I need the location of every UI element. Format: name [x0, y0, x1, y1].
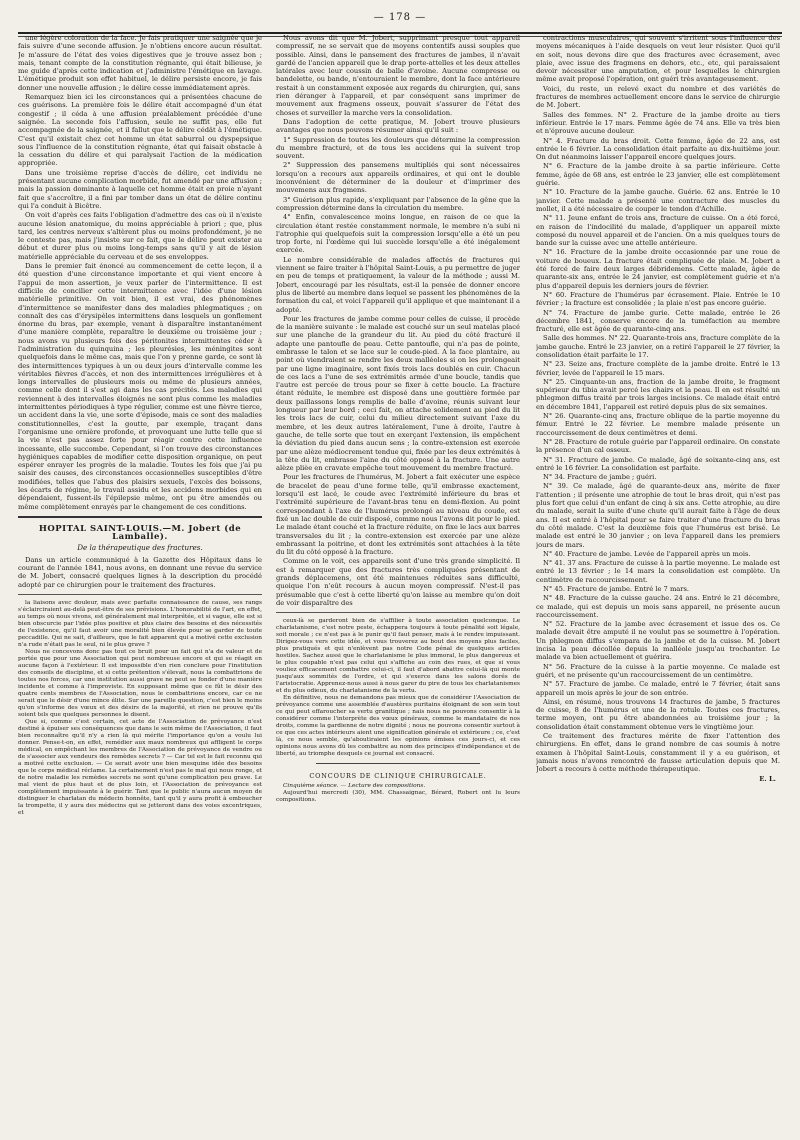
- concours-text: [276, 783, 520, 804]
- paragraph: N° 16. Fracture de la jambe droite occasionnée par une roue de voiture de boueux. La fracture était compliquée de plaie. M. Jobert a été forcé de faire deux larges débridemens. Cette malade, âgée de quarante-six ans, entrée le 24 janvier, est complètement guérie et n'a plus d'appareil depuis les derniers jours de février.: [536, 248, 780, 290]
- paragraph: N° 40. Fracture de jambe. Levée de l'appareil après un mois.: [543, 549, 751, 558]
- paragraph: Comme on le voit, ces appareils sont d'une très grande simplicité. Il est à remarquer que des fractures très compliquées présentant de grands déplacemens, ont été maintenues réduites sans difficulté, quoique l'on n'eût recours à aucun moyen compressif. N'est-il pas présumable que c'est à cette liberté qu'on laisse au membre qu'on doit de voir disparaître des: [276, 557, 520, 607]
- paragraph: Pour les fractures de jambe comme pour celles de cuisse, il procède de la manière suivante : le malade est couché sur un seul matelas placé sur une planche de la grandeur du lit. Au pied du côté fracturé il adapte une pantoufle de peau. Cette pantoufle, qui n'a pas de pointe, embrasse le talon et se lace sur le coude-pied. A la face plantaire, au point où viendraient se rendre les deux malléoles si on les prolongeait par une ligne imaginaire, sont fixés trois lacs doublés en cuir. Chacun de ces lacs a l'une de ses extrémités armée d'une boucle, tandis que l'autre est percée de trous pour se fixer à cette boucle. La fracture étant réduite, le membre est disposé dans une gouttière formée par deux paillassons longs remplis de balle d'avoine, réunis suivant leur longueur par leur bord ; ceci fait, on attache solidement au pied du lit les trois lacs de cuir, celui du milieu directement suivant l'axe du membre, et les deux autres latéralement, l'une à droite, l'autre à gauche, de telle sorte que tout en exerçant l'extension, ils empêchent la déviation du pied dans aucun sens ; la contre-extension est exercée par une alèze médiocrement tendue qui, fixée par les deux extrémités à la tête du lit, embrasse l'aine du côté opposé à la fracture. Une autre alèze plièe en cravate empêche tout mouvement du membre fracturé.: [276, 314, 520, 473]
- paragraph: N° 25. Cinquante-un ans, fraction de la jambe droite, le fragment supérieur du tibia avait percé les chairs et la peau. Il en est résulté un phlegmon diffus traité par trois larges incisions. Ce malade était entré en décembre 1841, l'appareil est retiré depuis plus de six semaines.: [536, 377, 780, 411]
- paragraph: Dans le premier fait énoncé au commencement de cette leçon, il a été question d'une circonstance importante et qui vient encore à l'appui de mon assertion, je veux parler de l'intermittence. Il est difficile de concilier cette intermittence avec l'idée d'une lésion matérielle primitive. On voit bien, il est vrai, des phénomènes d'intermittence se manifester dans des maladies phlegmatiques ; on connaît des cas d'érysipèles intermittens dans lesquels un gonflement énorme du bras, par exemple, venant à disparaître instantanément d'une manière complète, reparaître le deuxième ou troisième jour ; nous avons vu plusieurs fois des péritonites intermittentes céder à l'administration du quinquina ; les pleurésies, les méningites sont quelquefois dans le même cas, mais que l'on y prenne garde, ce sont là des intermittences typiques à un ou deux jours d'intervalle comme les véritables fièvres d'accès, et non des intermittences irrégulières et à longs intervalles de plusieurs mois ou même de plusieurs années, comme celle dont il s'est agi dans les cas précités. Les maladies qui reviennent à des intervalles éloignés ne sont plus comme les maladies intermittentes périodiques à type régulier, comme est une fièvre tierce, un accident dans la vie, une sorte d'épisode, mais ce sont des maladies constitutionnelles, c'est la goutte, par exemple, traçant dans l'organisme une ornière profonde, et provoquant une lutte telle que si la vie n'est pas assez forte pour réagir contre cette influence incessante, elle succombe. Cependant, si l'on trouve des circonstances hygiéniques capables de modifier cette disposition organique, on peut espérer enrayer les progrès de la maladie. Toutes les fois que j'ai pu saisir des causes, des circonstances occasionnelles susceptibles d'être modifiées, telles que l'abus des plaisirs sexuels, l'excès des boissons, les écarts de régime, le travail assidu et les accidens morbides qui en dépendaient, fussent-ils l'épilepsie même, ont pu être amendés ou même complètement enrayés par le changement de ces conditions.: [18, 262, 262, 511]
- paragraph: N° 56. Fracture de la cuisse à la partie moyenne. Ce malade est guéri, et ne présente qu'un raccourcissement de un centimètre.: [536, 662, 780, 679]
- paragraph: Le nombre considérable de malades affectés de fractures qui viennent se faire traiter à l'hôpital Saint-Louis, a pu permettre de juger en peu de temps et pratiquement, la valeur de la méthode ; aussi M. Jobert, encouragé par les résultats, est-il la pensée de donner encore plus de liberté au membre dans lequel se passent les phénomènes de la formation du cal, et voici l'appareil qu'il applique et que maintenant il a adopté.: [276, 255, 520, 314]
- paragraph: N° 39. Ce malade, âgé de quarante-deux ans, mérite de fixer l'attention ; il présente une atrophie de tout le bras droit, qui n'est pas plus fort que celui d'un enfant de cinq à six ans. Cette atrophie, au dire du malade, serait la suite d'une chute qu'il aurait faite à l'âge de deux ans. Il est entré à l'hôpital pour se faire traiter d'une fracture du bras du côté malade. C'est la deuxième fois que l'humérus est brisé. Le malade est entré le 30 janvier ; on leva l'appareil dans les premiers jours de mars.: [536, 482, 780, 549]
- paragraph: En définitive, nous ne demandons pas mieux que de considérer l'Association de prévoyance comme une assemblée d'austères puritains éloignant de son sein tout ce qui peut effaroucher sa vertu granitique ; nais nous ne pouvons consentir à la considérer comme l'interprète des vœux généraux, comme le mandataire de nos droits, comme la gardienne de notre dignité ; nous ne pouvons consentir surtout à ce que ces actes intérieurs aient une signification générale et extérieure ; ce, c'est là, ce nous semble, qu'aboutiraient les opinions émises ces jours-ci, et ces opinions nous avons dû les combattre au nom des principes d'indépendance et de liberté, au triomphe desquels ce journal est consacré.: [276, 695, 520, 758]
- paragraph: la liaisons avec douleur, mais avec parfaite connaissance de cause, ses rangs s'éclairciraient au-delà peut-être de ses prévisions. L'honorabilité de l'art, en effet, au temps où nous vivons, est généralement mal interprétée, et si vague, elle est si bien obscurcie par l'idée plus positive et plus claire des besoins et des nécessités de l'existence, qu'il faut avoir une moralité bien élevée pour se garder de toute peccadille. Qui ne sait, d'ailleurs, que le fait apparent qui a motivé cette exclusion n'a rude n'était pas le seul, ni le plus grave ?: [18, 600, 262, 648]
- paragraph: Nous avons dit que M. Jobert, supprimant presque tout appareil compressif, ne se servait que de moyens contentifs aussi souples que possible. Ainsi, dans le pansement des fractures de jambes, il n'avait gardé de l'ancien appareil que le drap porte-attelles et les deux attelles latérales avec leur coussin de balle d'avoine. Aucune compresse ou bandelette, ou bande, n'entouraient le membre, dont la face antérieure restait à un constamment exposée aux regards du chirurgien, qui, sans rien déranger à l'appareil, et par conséquent sans imprimer de mouvement aux fragmens osseux, pouvait s'assurer de l'état des choses et surveiller la marche vers la consolidation.: [276, 34, 520, 117]
- section-title-hopital: HOPITAL SAINT-LOUIS.—M. Jobert (de Lamballe).: [38, 523, 242, 543]
- paragraph: Que si, comme c'est certain, cet acte de l'Association de prévoyance n'est destiné à épuiser ses conséquences que dans le sein même de l'Association, il faut bien reconnaître qu'il n'y a rien là qui mérite l'importance qu'on a voulu lui donner. Pense-t-on, en effet, remédier aux maux nombreux qui affligent le corps médical, en empêchant les membres de l'Association de prévoyance de vendre ou de s'associer aux vendeurs des remèdes secrets ? — Car tel est le fait reconnu qui a motivé cette exclusion. — Ce serait avoir une bien mesquine idée des besoins que le corps médical réclame. La certainement n'est pas le mal qui nous ronge, et de notre maladie les remèdes secrets ne sont qu'une complication peu grave. Le mal vient de plus haut et de plus loin, et l'Association de prévoyance est complètement impuissante à le guérir. Tant que le public n'aura aucun moyen de distinguer le charlatan du médecin honnête, tant qu'il y aura profit à emboucher la trompette, il y aura des médecins qui se jetteront dans des voies excentriques, et: [18, 719, 262, 816]
- paragraph: N° 52. Fracture de la jambe avec écrasement et issue des os. Ce malade devait être amputé il ne voulut pas se soumettre à l'opération. Un phlegmon diffus s'empara de la jambe et de la cuisse. M. Jobert incisa la peau décollée depuis la malléole jusqu'au trochanter. Le malade va bien actuellement et guérira.: [536, 620, 780, 662]
- paragraph: N° 6. Fracture de la jambe droite à sa partie inférieure. Cette femme, âgée de 68 ans, est entrée le 23 janvier, elle est complètement guérie.: [536, 162, 780, 188]
- paragraph: On voit d'après ces faits l'obligation d'admettre des cas où il n'existe aucune lésion anatomique, du moins appréciable à priori ; que, plus tard, les centres nerveux s'altèrent plus ou moins profondément, je ne le conteste pas, mais j'insiste sur ce fait, que le délire peut exister au début et durer plus ou moins long-temps sans qu'il y ait de lésion matérielle appréciable du cerveau et de ses enveloppes.: [18, 211, 262, 261]
- paragraph: N° 26. Quarante-cinq ans, fracture oblique de la partie moyenne du fémur. Entré le 22 février. Le membre malade présente un raccourcissement de deux centimètres et demi.: [536, 412, 780, 437]
- feuilleton-divider: [276, 612, 520, 613]
- paragraph: N° 45. Fracture de jambe. Entré le 7 mars.: [543, 585, 690, 593]
- paragraph: Voici, du reste, un relevé exact du nombre et des variétés de fractures de membres actuellement encore dans le service de chirurgie de M. Jobert.: [536, 84, 780, 110]
- paragraph: Ce traitement des fractures mérite de fixer l'attention des chirurgiens. En effet, dans le grand nombre de cas soumis à notre examen à l'hôpital Saint-Louis, constamment il y a eu guérison, et jamais nous n'avons rencontré de fausse articulation depuis que M. Jobert a recours à cette méthode thérapeutique.: [536, 732, 780, 774]
- paragraph: 4° Enfin, convalescence moins longue, en raison de ce que la circulation étant restée constamment normale, le membre n'a subi ni l'atrophie qui quelquefois suit la compression lorsqu'elle a été un peu trop forte, ni l'œdème qui lui succède lorsqu'elle a été inégalement exercée.: [276, 213, 520, 255]
- paragraph: N° 34. Fracture de jambe ; guéri.: [543, 473, 657, 482]
- paragraph: Nous ne concevons donc pas tout ce bruit pour un fait qui n'a de valeur et de portée que pour une Association qui peut nombreuse encore et qui se réagit en aucune façon à l'extérieur. Il est impossible d'en rien conclure pour l'institution des conseils de discipline, et si cette prétention s'élevait, nous la combattrions de toutes nos forces, car une institution aussi grave ne peut se fonder d'une manière incidente et comme à l'improviste. En supposant même que ce fût le désir des quatre cents membres de l'Association, nous le combattrions encore, car ce ne serait que le désir d'une mince élite. Sur une pareille question, c'est bien le moins qu'on s'informe des vœux et des désirs de la majorité, et rien ne prouve qu'ils soient tels que quelques personnes le disent.: [18, 649, 262, 718]
- paragraph: 2° Suppression des pansemens multipliés qui sont nécessaires lorsqu'on a recours aux appareils ordinaires, et qui ont le double inconvénient de déterminer de la douleur et d'imprimer des mouvemens aux fragmens.: [276, 161, 520, 195]
- page-header: [18, 10, 782, 30]
- section-divider: [18, 516, 262, 518]
- paragraph: ceux-là se garderont bien de s'affilier à toute association quelconque. Le charlatanisme, c'est notre peste, échappera toujours à toute pénalité soit légale, soit morale ; ce n'est pas à le punir qu'il faut penser, mais à le rendre impuissant. Dirigez-vous vers cette idée, et vous trouverez au bout des moyens plus faciles, plus pratiqués et qui n'enlèvent pas notre Code pénal de quelques articles hostiles. Sachez aussi que le charlatanisme le plus immoral, le plus dangereux et le plus coupable n'est pas celui qui s'affiche au coin des rues, et que si vous vouliez efficacement combattre celui-ci, il faut d'abord abattre celui-là qui monte jusqu'aux sommités de l'ordre, et qui s'exerce dans les salons dorés de l'aristocratie. Apprenez-nous aussi à nous garer du pire de tous les charlatanismes et du plus odieux, du charlatanisme de la vertu.: [276, 618, 520, 695]
- paragraph: N° 11. Jeune enfant de trois ans, fracture de cuisse. On a été forcé, en raison de l'indocilité du malade, d'appliquer un appareil mixte composé du nouvel appareil et de l'ancien. On a mis quelques tours de bande sur la cuisse avec une attelle antérieure.: [536, 214, 780, 248]
- paragraph: N° 10. Fracture de la jambe gauche. Guérie. 62 ans. Entrée le 10 janvier. Cette malade a présenté une contracture des muscles du mollet, il a été nécessaire de couper le tendon d'Achille.: [536, 188, 780, 213]
- paragraph: Pour les fractures de l'humérus, M. Jobert a fait exécuter une espèce de bracelet de peau d'une forme telle, qu'il embrasse exactement, lorsqu'il est lacé, le coude avec l'extrémité inférieure du bras et l'extrémité supérieure de l'avant-bras tenu en demi-flexion. Au point correspondant à l'axe de l'humérus prolongé au niveau du coude, est fixé un lac double de cuir disposé, comme nous l'avons dit pour le pied. Le malade étant couché et la fracture réduite, on fixe le lacs aux barres transversales du lit ; la contre-extension est exercée par une alèze embrassant la poitrine, et dont les extrémités sont attachées à la tête du lit du côté opposé à la fracture.: [276, 473, 520, 557]
- section-title-concours: CONCOURS DE CLINIQUE CHIRURGICALE.: [309, 772, 487, 781]
- paragraph: N° 57. Fracture de jambe. Ce malade, entré le 7 février, était sans appareil un mois après le jour de son entrée.: [536, 680, 780, 697]
- feuilleton-text: [276, 618, 520, 758]
- paragraph: N° 74. Fracture de jambe gurie. Cette malade, entrée le 26 décembre 1841, conserve encore de la tuméfaction au membre fracturé, elle est âgée de quarante-cinq ans.: [536, 308, 780, 334]
- author-signature: E. L.: [759, 774, 776, 783]
- paragraph: Dans une troisième reprise d'accès de délire, cet individu ne présentant aucune complication morbide, fut amendé par une affusion ; mais la passion dominante à laquelle cet homme était en proie n'ayant fait que s'accroître, il a fini par tomber dans un état de délire continu qui l'a conduit à Bicêtre.: [18, 168, 262, 210]
- feuilleton-text: [18, 600, 262, 817]
- paragraph: N° 60. Fracture de l'humérus par écrasement. Plaie. Entrée le 10 février ; la fracture est consolidée ; la plaie n'est pas encore guérie.: [536, 290, 780, 308]
- column-left: [18, 34, 262, 1132]
- paragraph: N° 23. Seize ans, fracture complète de la jambe droite. Entré le 13 février, levée de l'appareil le 15 mars.: [536, 360, 780, 377]
- paragraph: 3° Guérison plus rapide, s'expliquant par l'absence de la gêne que la compression détermine dans la circulation du membre.: [276, 195, 520, 212]
- newspaper-page: [18, 0, 782, 1140]
- paragraph: N° 28. Fracture de rotule guérie par l'appareil ordinaire. On constate la présence d'un cal osseux.: [536, 437, 780, 455]
- paragraph: contractions musculaires, qui souvent s'irritent sous l'influence des moyens mécaniques à l'aide desquels on veut leur résister. Quoi qu'il en soit, nous devons dire que des fractures avec écrasement, avec plaie, avec issue des fragmens en dehors, etc., etc, qui paraissaient devoir nécessiter une amputation, et pour lesquelles le chirurgien même avait proposé l'opération, ont guéri très avantageusement.: [536, 34, 780, 84]
- paragraph: Remarquez bien ici les circonstances qui a présentées chacune de ces guérisons. La première fois le délire était accompagné d'un état congestif ; il céda à une affusion préalablement précédée d'une saignée. La seconde fois l'affusion, seule ne suffit pas, elle fut accompagnée de la saignée, et il fallut que le délire cédât à l'émétique. C'est qu'il existait chez cet homme un état saburral ou dyspepsique sous l'influence de la constitution régnante, état qui faisait obstacle à la cessation du délire et qui paralysait l'action de la médication appropriée.: [18, 93, 262, 168]
- column-middle: [276, 34, 520, 1132]
- column-right: [536, 34, 780, 1132]
- paragraph: Aujourd'hui mercredi (30), MM. Chassaignac, Bérard, Robert ont lu leurs compositions.: [276, 790, 520, 804]
- paragraph: N° 48. Fracture de la cuisse gauche. 24 ans. Entré le 21 décembre, ce malade, qui est depuis un mois sans appareil, ne présente aucun raccourcissement.: [536, 594, 780, 619]
- paragraph: N° 41. 37 ans. Fracture de cuisse à la partie moyenne. Le malade est entré le 13 février ; le 14 mars la consolidation est complète. Un centimètre de raccourcissement.: [536, 559, 780, 584]
- paragraph: Dans un article communiqué à la Gazette des Hôpitaux dans le courant de l'année 1841, nous avons, en donnant une revue du service de M. Jobert, consacré quelques lignes à la description du procédé adopté par ce chirurgien pour le traitement des fractures.: [18, 555, 262, 589]
- paragraph: une légère coloration de la face. Je fais pratiquer une saignée que je fais suivre d'une seconde affusion. Je n'obtiens encore aucun résultat. Je m'assure de l'état des voies digestives que je trouve assez bon ; mais, tenant compte de la constitution régnante, qui était bilieuse, je me guide d'après cette indication et j'administre l'émétique en lavage. L'émétique produit son effet habituel, le délire persiste encore, je fais donner une nouvelle affusion ; le délire cesse immédiatement après.: [18, 34, 262, 92]
- section-subtitle: De la thérapeutique des fractures.: [77, 542, 203, 552]
- paragraph: N° 31. Fracture de jambe. Ce malade, âgé de soixante-cinq ans, est entré le 16 février. La consolidation est parfaite.: [536, 455, 780, 472]
- paragraph: Salle des hommes. N° 22. Quarante-trois ans, fracture complète de la jambe gauche. Entré le 23 janvier, on a retiré l'appareil le 27 février, la consolidation était parfaite le 17.: [536, 334, 780, 359]
- paragraph: Ainsi, en résumé, nous trouvons 14 fractures de jambe, 5 fractures de cuisse, 8 de l'humérus et une de la rotule. Toutes ces fractures, terme moyen, ont pu être abandonnées au troisième jour ; la consolidation était constamment obtenue vers le vingtième jour.: [536, 697, 780, 731]
- section-divider: [316, 763, 480, 764]
- paragraph: Dans l'adoption de cette pratique, M. Jobert trouve plusieurs avantages que nous pouvons résumer ainsi qu'il suit :: [276, 117, 520, 135]
- paragraph: Salles des femmes. N° 2. Fracture de la jambe droite au tiers inférieur. Entrée le 17 mars. Femme âgée de 74 ans. Elle va très bien et n'éprouve aucune douleur.: [536, 110, 780, 136]
- paragraph: N° 4. Fracture du bras droit. Cette femme, âgée de 22 ans, est entrée le 6 février. La consolidation était parfaite au dix-huitième jour. On dut néanmoins laisser l'appareil encore quelques jours.: [536, 136, 780, 162]
- page-number: — 178 —: [373, 12, 427, 23]
- paragraph: Cinquième séance. — Lecture des compositions.: [283, 783, 426, 790]
- feuilleton-divider: [18, 594, 262, 595]
- paragraph: 1° Suppression de toutes les douleurs que détermine la compression du membre fracturé, et de tous les accidens qui la suivent trop souvent.: [276, 135, 520, 161]
